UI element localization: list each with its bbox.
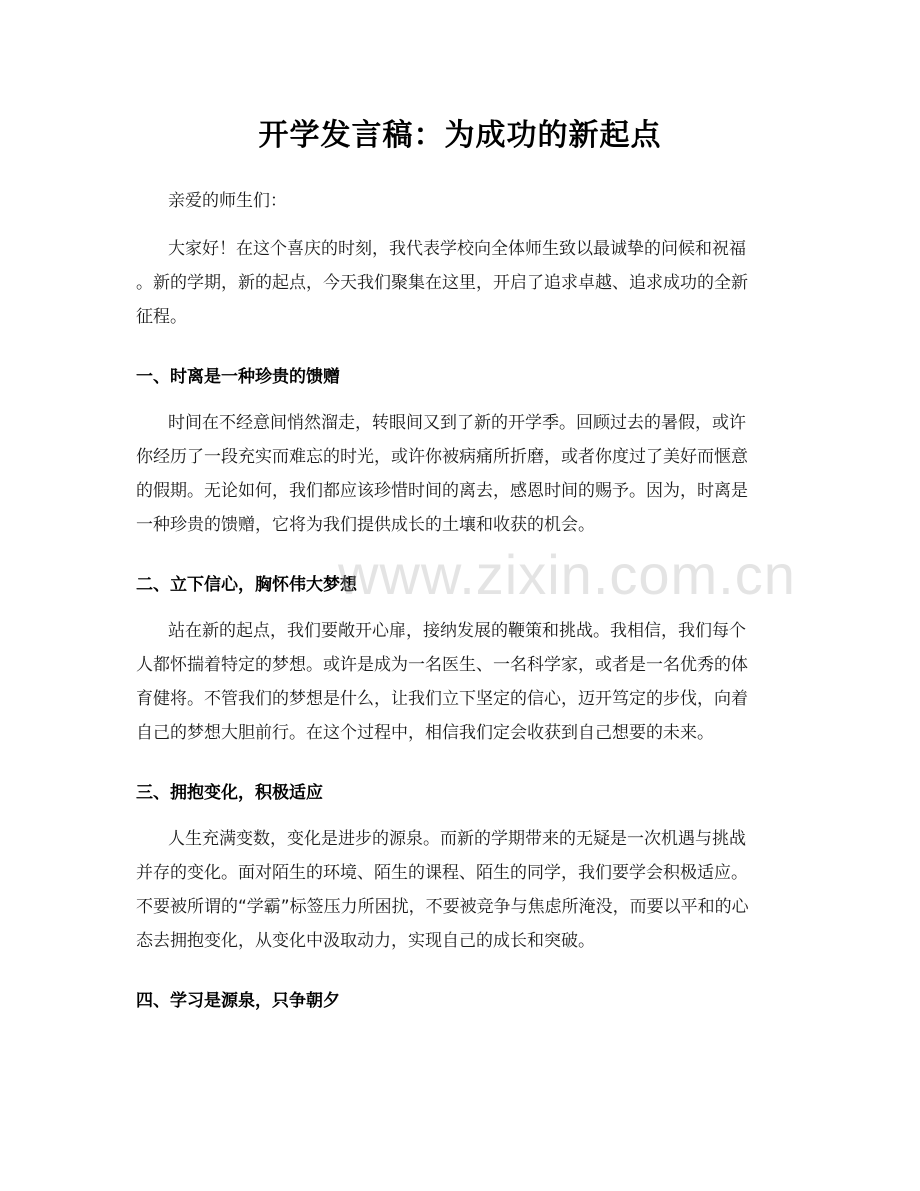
paragraph-line: 自己的梦想大胆前行。在这个过程中，相信我们定会收获到自己想要的未来。: [136, 723, 714, 743]
intro-paragraph: [136, 232, 786, 334]
paragraph-line: 时间在不经意间悄然溜走，转眼间又到了新的开学季。回顾过去的暑假，或许: [168, 413, 746, 433]
paragraph-line: 人都怀揣着特定的梦想。或许是成为一名医生、一名科学家，或者是一名优秀的体: [136, 655, 748, 675]
section-heading-3: 三、拥抱变化，积极适应: [136, 783, 323, 803]
document-title: 开学发言稿：为成功的新起点: [258, 118, 662, 153]
paragraph-line: 站在新的起点，我们要敞开心扉，接纳发展的鞭策和挑战。我相信，我们每个: [168, 621, 746, 641]
intro-line: 征程。: [136, 307, 187, 327]
intro-line: 大家好！在这个喜庆的时刻，我代表学校向全体师生致以最诚挚的问候和祝福: [168, 239, 746, 259]
paragraph-line: 育健将。不管我们的梦想是什么，让我们立下坚定的信心，迈开笃定的步伐，向着: [136, 689, 748, 709]
section-heading-2: 二、立下信心，胸怀伟大梦想: [136, 575, 357, 595]
paragraph-line: 不要被所谓的“学霸”标签压力所困扰，不要被竞争与焦虑所淹没，而要以平和的心: [136, 897, 749, 917]
watermark: www.zixin.com.cn: [338, 543, 796, 606]
section-paragraph-3: [136, 822, 786, 958]
paragraph-line: 一种珍贵的馈赠，它将为我们提供成长的土壤和收获的机会。: [136, 515, 595, 535]
paragraph-line: 的假期。无论如何，我们都应该珍惜时间的离去，感恩时间的赐予。因为，时离是: [136, 481, 748, 501]
paragraph-line: 态去拥抱变化，从变化中汲取动力，实现自己的成长和突破。: [136, 931, 595, 951]
section-heading-4: 四、学习是源泉，只争朝夕: [136, 991, 340, 1011]
section-heading-1: 一、时离是一种珍贵的馈赠: [136, 367, 340, 387]
section-paragraph-2: [136, 614, 786, 750]
section-paragraph-1: [136, 406, 786, 542]
greeting: 亲爱的师生们：: [168, 191, 287, 211]
intro-line: 。新的学期，新的起点，今天我们聚集在这里，开启了追求卓越、追求成功的全新: [136, 273, 748, 293]
paragraph-line: 并存的变化。面对陌生的环境、陌生的课程、陌生的同学，我们要学会积极适应。: [136, 863, 748, 883]
paragraph-line: 你经历了一段充实而难忘的时光，或许你被病痛所折磨，或者你度过了美好而惬意: [136, 447, 748, 467]
paragraph-line: 人生充满变数，变化是进步的源泉。而新的学期带来的无疑是一次机遇与挑战: [168, 829, 746, 849]
